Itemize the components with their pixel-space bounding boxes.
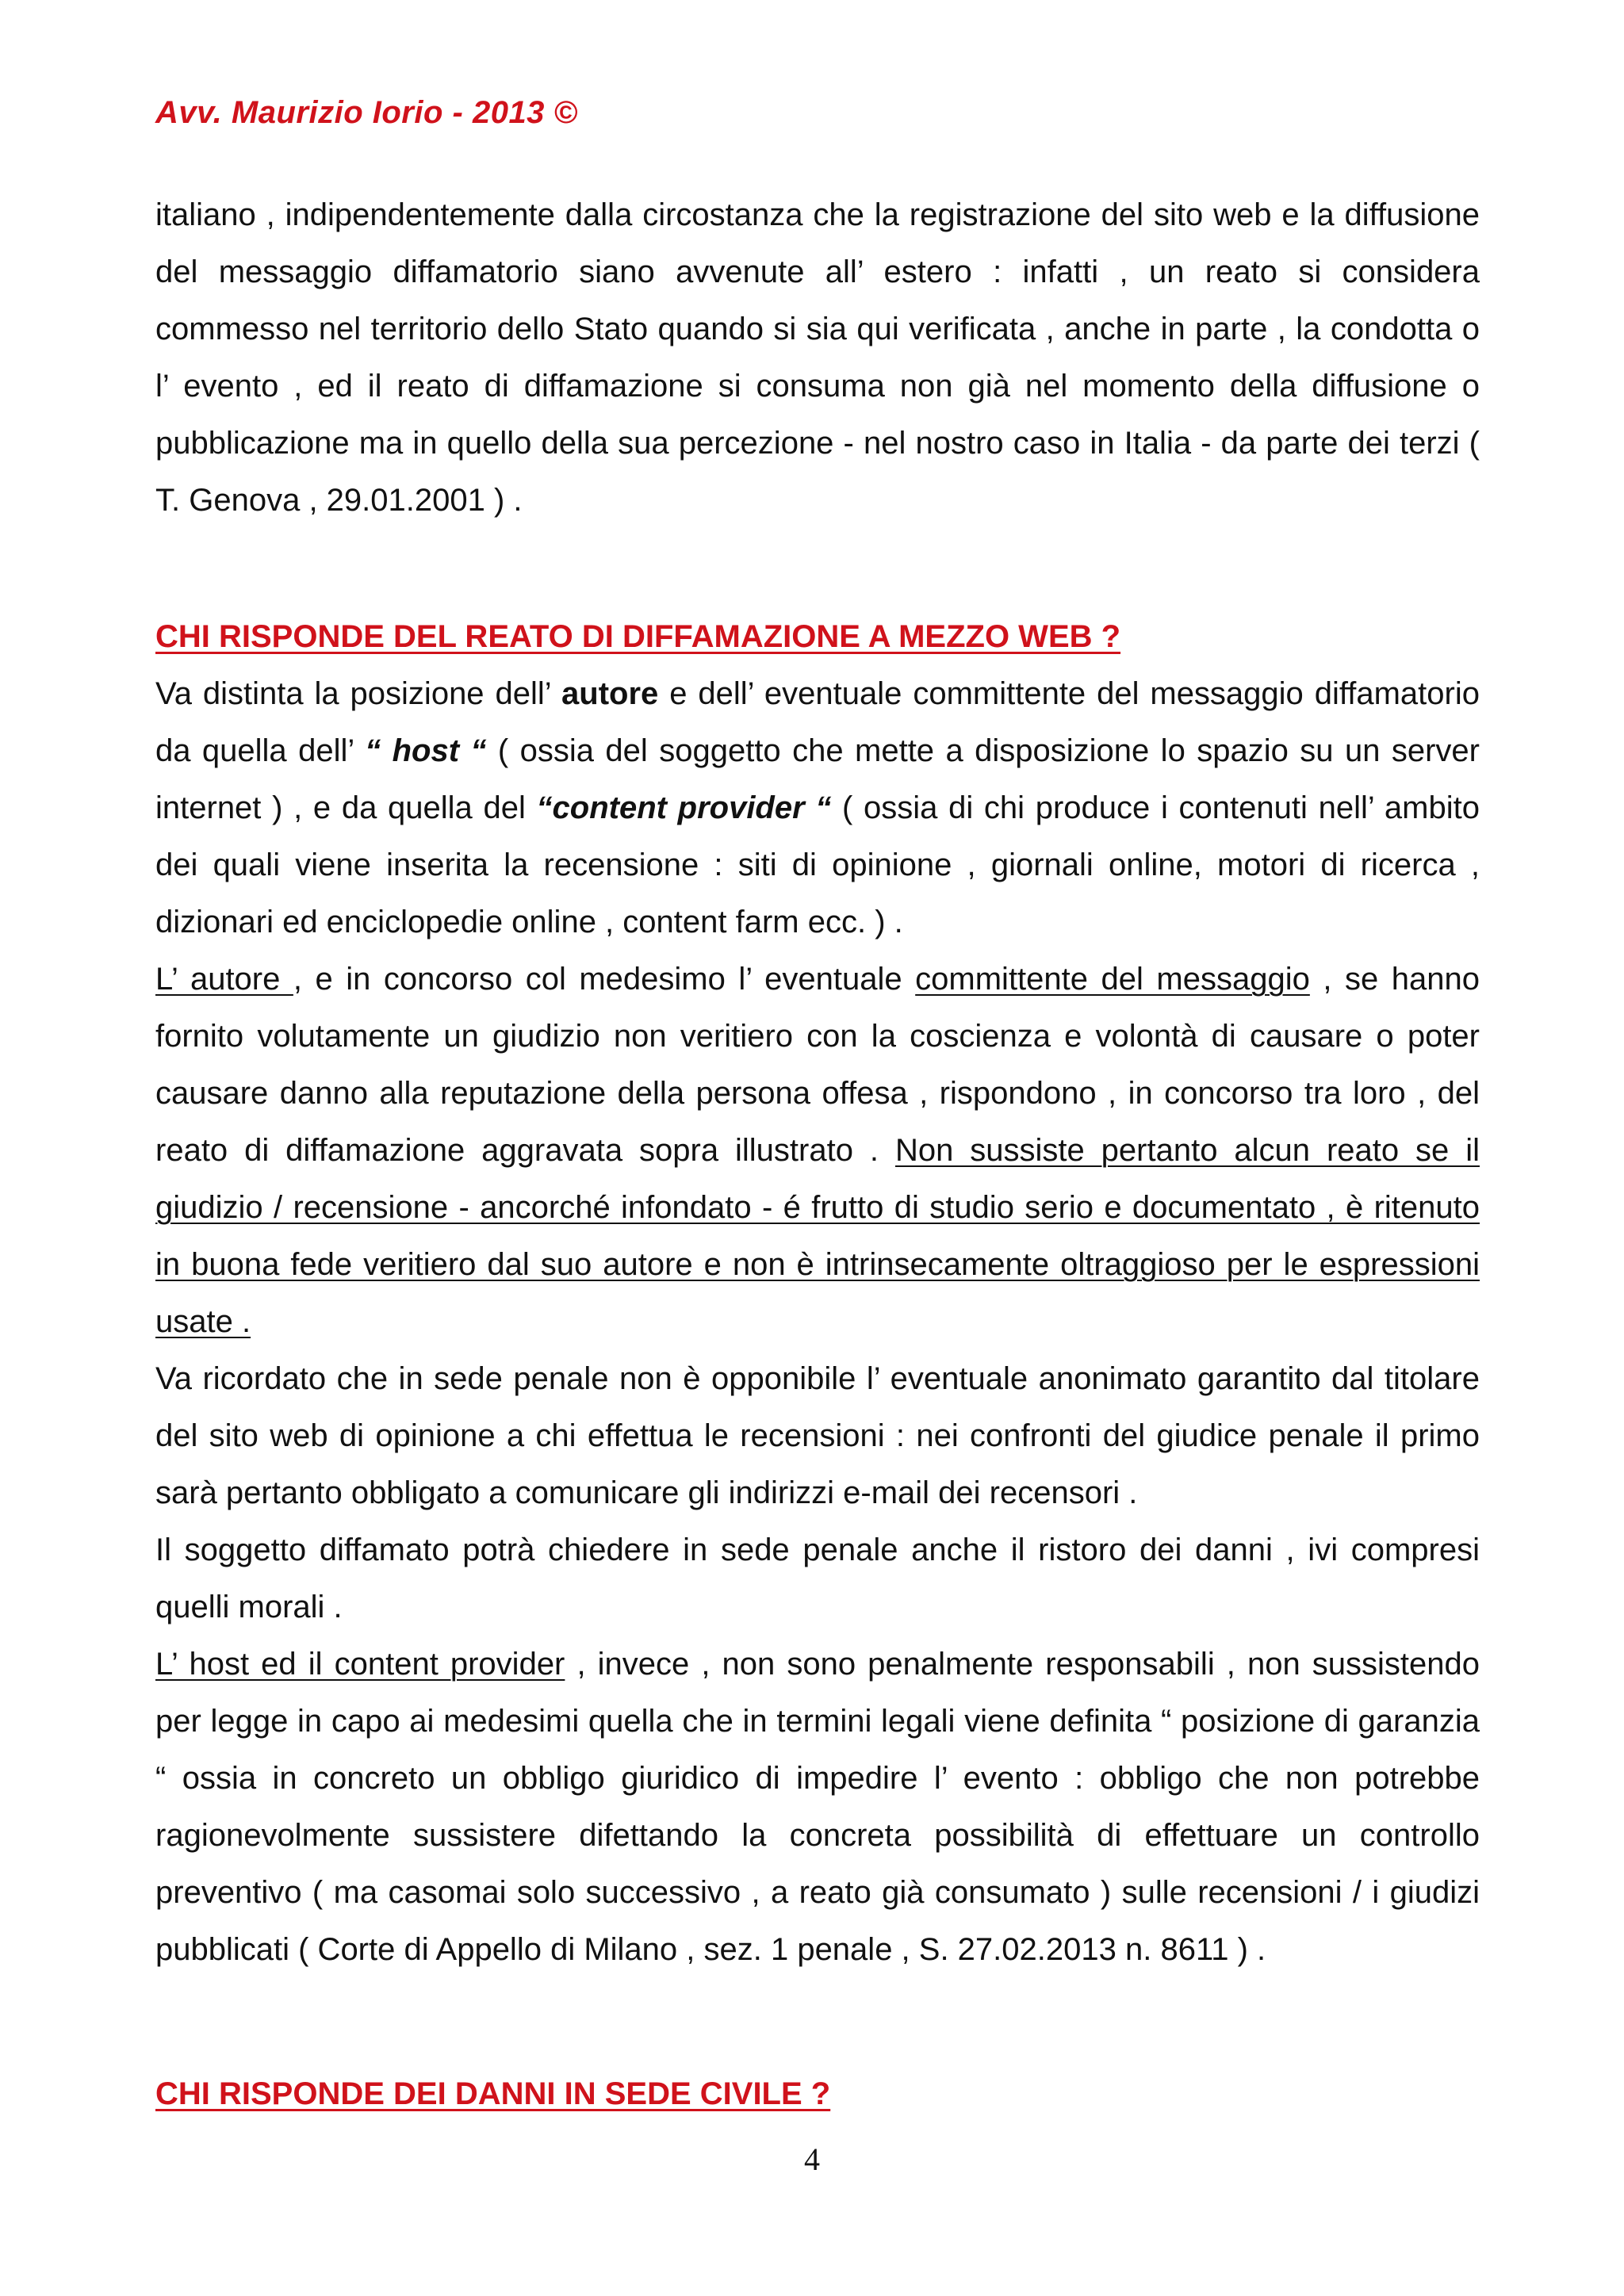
section-heading-reato bbox=[155, 608, 1480, 665]
underlined-non-sussiste: Non sussiste pertanto alcun reato se il giudizio / recensione - ancorché infondato - é frutto di studio serio e documentato , è ritenuto in buona fede veritiero dal suo autore e non è intrinsecamente oltraggioso per le espressioni usate . bbox=[155, 1133, 1480, 1339]
underlined-committente: committente del messaggio bbox=[915, 962, 1310, 997]
underlined-host-provider: L’ host ed il content provider bbox=[155, 1647, 565, 1682]
paragraph-posizioni: Va distinta la posizione dell’ autore e dell’ eventuale committente del messaggio diffamatorio da quella dell’ “ host “ ( ossia del soggetto che mette a disposizione lo spazio su un server internet ) , e da quella del “content provider “ ( ossia di chi produce i contenuti nell’ ambito dei quali viene inserita la recensione : siti di opinione , giornali online, motori di ricerca , dizionari ed enciclopedie online , content farm ecc. ) . bbox=[155, 676, 1480, 939]
heading-text: CHI RISPONDE DEL REATO DI DIFFAMAZIONE A MEZZO WEB ? bbox=[155, 619, 1121, 654]
heading-text: CHI RISPONDE DEI DANNI IN SEDE CIVILE ? bbox=[155, 2076, 831, 2111]
page-body bbox=[155, 186, 1480, 2122]
term-content-provider: “content provider “ bbox=[536, 790, 832, 825]
page-number: 4 bbox=[804, 2141, 820, 2177]
underlined-autore: L’ autore bbox=[155, 962, 293, 997]
paragraph-ristoro: Il soggetto diffamato potrà chiedere in sede penale anche il ristoro dei danni , ivi compresi quelli morali . bbox=[155, 1533, 1480, 1624]
paragraph-territoriality: italiano , indipendentemente dalla circostanza che la registrazione del sito web e la diffusione del messaggio diffamatorio siano avvenute all’ estero : infatti , un reato si considera commesso nel territorio dello Stato quando si sia qui verificata , anche in parte , la condotta o l’ evento , ed il reato di diffamazione si consuma non già nel momento della diffusione o pubblicazione ma in quello della sua percezione - nel nostro caso in Italia - da parte dei terzi ( T. Genova , 29.01.2001 ) . bbox=[155, 197, 1480, 518]
section-heading-civile bbox=[155, 2065, 1480, 2122]
page-header: Avv. Maurizio Iorio - 2013 © bbox=[155, 95, 578, 130]
term-autore: autore bbox=[561, 676, 659, 711]
paragraph-host: L’ host ed il content provider , invece , non sono penalmente responsabili , non sussistendo per legge in capo ai medesimi quella che in termini legali viene definita “ posizione di garanzia “ ossia in concreto un obbligo giuridico di impedire l’ evento : obbligo che non potrebbe ragionevolmente sussistere difettando la concreta possibilità di effettuare un controllo preventivo ( ma casomai solo successivo , a reato già consumato ) sulle recensioni / i giudizi pubblicati ( Corte di Appello di Milano , sez. 1 penale , S. 27.02.2013 n. 8611 ) . bbox=[155, 1647, 1480, 1967]
term-host: “ host “ bbox=[365, 733, 487, 768]
paragraph-autore: L’ autore , e in concorso col medesimo l’ eventuale committente del messaggio , se hanno fornito volutamente un giudizio non veritiero con la coscienza e volontà di causare o poter causare danno alla reputazione della persona offesa , rispondono , in concorso tra loro , del reato di diffamazione aggravata sopra illustrato . Non sussiste pertanto alcun reato se il giudizio / recensione - ancorché infondato - é frutto di studio serio e documentato , è ritenuto in buona fede veritiero dal suo autore e non è intrinsecamente oltraggioso per le espressioni usate . bbox=[155, 962, 1480, 1339]
paragraph-anonimato: Va ricordato che in sede penale non è opponibile l’ eventuale anonimato garantito dal titolare del sito web di opinione a chi effettua le recensioni : nei confronti del giudice penale il primo sarà pertanto obbligato a comunicare gli indirizzi e-mail dei recensori . bbox=[155, 1361, 1480, 1510]
